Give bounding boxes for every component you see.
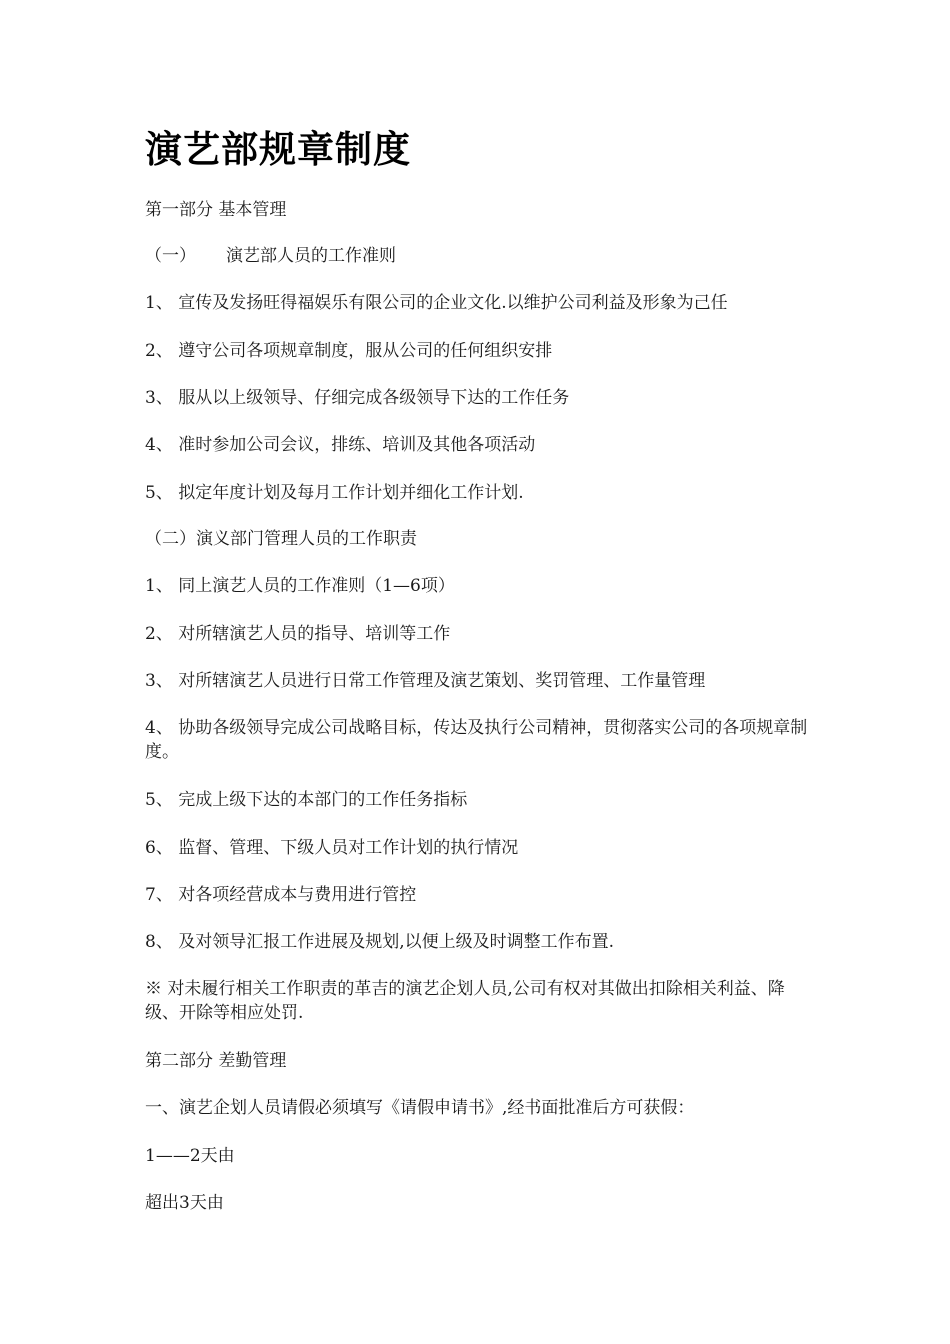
section1-title: 演艺部人员的工作准则	[226, 246, 396, 266]
list-item: 5、 拟定年度计划及每月工作计划并细化工作计划.	[145, 483, 524, 503]
list-item: 超出3天由	[145, 1193, 224, 1213]
list-item: 2、 遵守公司各项规章制度，服从公司的任何组织安排	[145, 341, 553, 361]
part1-heading: 第一部分 基本管理	[145, 200, 287, 220]
list-item: 3、 服从以上级领导、仔细完成各级领导下达的工作任务	[145, 388, 570, 408]
part2-heading: 第二部分 差勤管理	[145, 1051, 287, 1071]
list-item: 8、 及对领导汇报工作进展及规划,以便上级及时调整工作布置.	[145, 932, 615, 952]
list-item: 1、 宣传及发扬旺得福娱乐有限公司的企业文化.以维护公司利益及形象为己任	[145, 293, 728, 313]
penalty-note: ※ 对未履行相关工作职责的革吉的演艺企划人员,公司有权对其做出扣除相关利益、降级、开除等相应处罚.	[145, 979, 785, 1023]
list-item: 5、 完成上级下达的本部门的工作任务指标	[145, 790, 468, 810]
list-item: 6、 监督、管理、下级人员对工作计划的执行情况	[145, 838, 519, 858]
list-item: 7、 对各项经营成本与费用进行管控	[145, 885, 417, 905]
leave-rule: 一、演艺企划人员请假必须填写《请假申请书》,经书面批准后方可获假：	[145, 1098, 695, 1118]
list-item: 1、 同上演艺人员的工作准则（1—6项）	[145, 576, 455, 596]
list-item: 2、 对所辖演艺人员的指导、培训等工作	[145, 624, 451, 644]
section1-label: （一）	[145, 246, 196, 266]
list-item: 4、 准时参加公司会议，排练、培训及其他各项活动	[145, 435, 536, 455]
section1-heading	[145, 244, 396, 268]
section2-heading: （二）演义部门管理人员的工作职责	[145, 529, 417, 549]
list-item: 4、 协助各级领导完成公司战略目标，传达及执行公司精神，贯彻落实公司的各项规章制度。	[145, 718, 808, 762]
document-title: 演艺部规章制度	[145, 128, 411, 171]
list-item: 3、 对所辖演艺人员进行日常工作管理及演艺策划、奖罚管理、工作量管理	[145, 671, 706, 691]
list-item: 1——2天由	[145, 1146, 235, 1166]
